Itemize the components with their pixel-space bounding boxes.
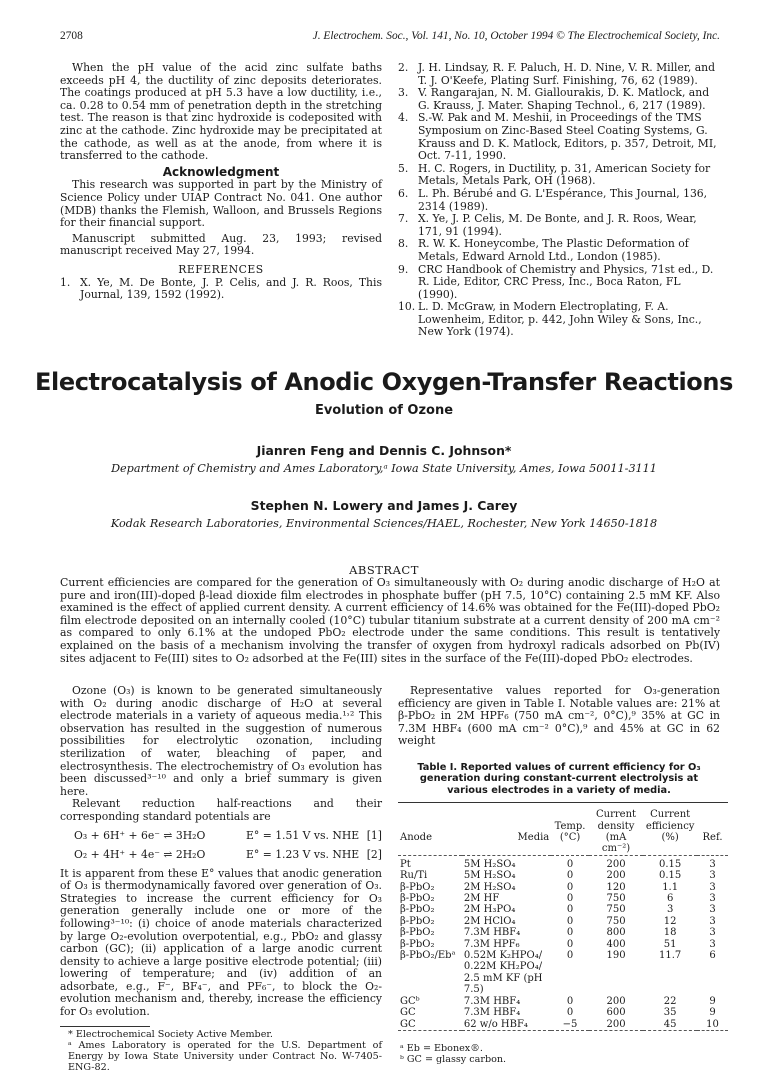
table-cell: 0 bbox=[566, 915, 574, 927]
table-cell: 190 bbox=[606, 950, 626, 962]
footnote-active-member: * Electrochemical Society Active Member. bbox=[68, 1028, 273, 1040]
reference-number: 3. bbox=[398, 86, 409, 100]
abstract-heading: ABSTRACT bbox=[349, 563, 419, 577]
footnotes-left bbox=[60, 1029, 382, 1073]
body-right-paragraph: Representative values reported for O₃-generation efficiency are given in Table I. Notable values are: 21% at β-PbO₂ in 2M HPF₆ (750 mA cm⁻², 0°C),⁹ 35% at GC in 7.3M HBF₄ (600 mA cm⁻² 0°C),⁹ and 45% at GC in 62 weight bbox=[398, 684, 720, 748]
equation-1-reaction: O₃ + 6H⁺ + 6e⁻ ⇌ 3H₂O bbox=[74, 828, 206, 842]
table-cell: GC bbox=[400, 1018, 416, 1030]
table-header-cell bbox=[697, 803, 728, 821]
reference-item bbox=[398, 188, 720, 213]
body-paragraph-3: It is apparent from these E° values that anodic generation of O₃ is thermodynamically favored over generation of O₃. Strategies to increase the current efficiency for O₃ generation generally include one or more of the following³⁻¹⁰: (i) choice of anode materials characterized by large O₂-evolution overpotential, e.g., PbO₂ and glassy carbon (GC); (ii) application of a large anodic current density to achieve a large positive electrode potential; (iii) lowering of temperature; and (iv) addition of an adsorbate, e.g., F⁻, BF₄⁻, and PF₆⁻, to block the O₂-evolution mechanism and, thereby, increase the efficiency for O₃ evolution. bbox=[60, 866, 382, 1019]
references-heading: REFERENCES bbox=[178, 262, 264, 276]
reference-number: 10. bbox=[398, 300, 416, 314]
table-cell: 200 bbox=[589, 855, 643, 870]
table-cell: β-PbO₂ bbox=[400, 915, 435, 927]
table-cell: 3 bbox=[709, 881, 716, 893]
table-header-cell: Temp. bbox=[554, 820, 586, 832]
table-cell: 2M H₂SO₄ bbox=[463, 881, 516, 893]
table-header-cell: (%) bbox=[661, 832, 679, 843]
table-cell: 0 bbox=[566, 995, 574, 1007]
table-cell: β-PbO₂ bbox=[400, 881, 435, 893]
table-cell: Pt bbox=[398, 855, 462, 870]
table-cell: 750 bbox=[606, 915, 626, 927]
table-cell: β-PbO₂ bbox=[400, 904, 435, 916]
table-cell: 400 bbox=[606, 938, 626, 950]
table-cell: 5M H₂SO₄ bbox=[462, 855, 551, 870]
reference-text: X. Ye, J. P. Celis, M. De Bonte, and J. R. Roos, Wear, 171, 91 (1994). bbox=[418, 212, 697, 238]
table-cell: 3 bbox=[709, 870, 716, 882]
affiliation-1: Department of Chemistry and Ames Laboratory,ᵃ Iowa State University, Ames, Iowa 50011-3111 bbox=[111, 462, 657, 475]
reference-text: CRC Handbook of Chemistry and Physics, 71st ed., D. R. Lide, Editor, CRC Press, Inc., Boca Raton, FL (1990). bbox=[418, 262, 714, 301]
table-header-row bbox=[398, 832, 728, 855]
table-row bbox=[398, 1019, 728, 1031]
reference-item bbox=[398, 87, 720, 112]
table-cell: GC bbox=[400, 1007, 416, 1019]
table-header-cell: density bbox=[597, 820, 635, 832]
table-cell: Ru/Ti bbox=[400, 870, 428, 882]
journal-citation: J. Electrochem. Soc., Vol. 141, No. 10, October 1994 © The Electrochemical Society, Inc. bbox=[312, 30, 720, 42]
table-cell: 3 bbox=[709, 893, 716, 905]
table-row bbox=[398, 882, 728, 893]
table-cell: 3 bbox=[709, 915, 716, 927]
table-header-cell bbox=[462, 821, 551, 832]
table-cell: GCᵇ bbox=[400, 995, 420, 1007]
reference-number: 1. bbox=[60, 275, 71, 289]
table-header-cell bbox=[551, 803, 589, 821]
table-cell: 0 bbox=[566, 881, 574, 893]
equation-2-potential: E° = 1.23 V vs. NHE bbox=[246, 847, 360, 861]
table-cell: β-PbO₂ bbox=[400, 927, 435, 939]
reference-item bbox=[398, 301, 720, 339]
affiliation-2: Kodak Research Laboratories, Environmental Sciences/HAEL, Rochester, New York 14650-1818 bbox=[110, 517, 658, 530]
table-bottom-rule bbox=[398, 1030, 728, 1031]
table-cell: 0 bbox=[566, 870, 574, 882]
footnote-divider bbox=[60, 1026, 150, 1027]
table-cell: 120 bbox=[606, 881, 626, 893]
table-header-cell: Ref. bbox=[702, 832, 723, 843]
table-cell: 0.15 bbox=[659, 870, 682, 882]
body-paragraph-1: Ozone (O₃) is known to be generated simultaneously with O₂ during anodic discharge of H₂O at several electrode materials in a variety of aqueous media.¹˒² This observation has resulted in the suggestion of numerous possibilities for electrolytic ozonation, including sterilization of water, bleaching of paper, and electrosynthesis. The electrochemistry of O₃ evolution has been discussed³⁻¹⁰ and only a brief summary is given here. bbox=[60, 684, 382, 798]
reference-item bbox=[398, 62, 720, 87]
reference-text: R. W. K. Honeycombe, The Plastic Deformation of Metals, Edward Arnold Ltd., London (1985). bbox=[418, 237, 689, 263]
table-header-cell: Current bbox=[589, 803, 643, 821]
table-cell: 2M HF bbox=[463, 893, 500, 905]
reference-list-left bbox=[60, 277, 382, 302]
table-cell: 51 bbox=[663, 938, 677, 950]
reference-number: 4. bbox=[398, 111, 409, 125]
equation-2 bbox=[60, 849, 382, 868]
reference-list-right bbox=[398, 62, 720, 339]
reference-number: 5. bbox=[398, 161, 409, 175]
article-title: Electrocatalysis of Anodic Oxygen-Transfer Reactions bbox=[35, 368, 733, 396]
body-left-column bbox=[60, 685, 382, 1073]
table-cell: 7.3M HPF₆ bbox=[463, 938, 520, 950]
prev-article-paragraph: When the pH value of the acid zinc sulfate baths exceeds pH 4, the ductility of zinc deposits deteriorates. The coatings produced at pH 5.3 have a low ductility, i.e., ca. 0.28 to 0.54 mm of penetration depth in the stretching test. The reason is that zinc hydroxide is codeposited with zinc at the cathode. Zinc hydroxide may be precipitated at the cathode, as well as at the anode, from where it is transferred to the cathode. bbox=[60, 61, 382, 163]
table-row bbox=[398, 1007, 728, 1018]
table-row bbox=[398, 996, 728, 1007]
table-row bbox=[398, 855, 728, 870]
reference-number: 6. bbox=[398, 186, 409, 200]
table-header-cell bbox=[398, 803, 462, 821]
table-cell: 0 bbox=[566, 893, 574, 905]
table-cell: 750 bbox=[606, 893, 626, 905]
table-header-cell bbox=[462, 803, 551, 821]
table-cell: 9 bbox=[709, 1007, 716, 1019]
body-paragraph-2: Relevant reduction half-reactions and their corresponding standard potentials are bbox=[60, 797, 382, 823]
page-number: 2708 bbox=[60, 30, 83, 42]
table-cell: β-PbO₂ bbox=[400, 893, 435, 905]
table-row bbox=[398, 904, 728, 915]
equation-2-reaction: O₂ + 4H⁺ + 4e⁻ ⇌ 2H₂O bbox=[74, 847, 206, 861]
abstract-text: Current efficiencies are compared for the generation of O₃ simultaneously with O₂ during anodic discharge of H₂O at pure and iron(III)-doped β-lead dioxide film electrodes in phosphate buffer (pH 7.5, 10°C) containing 2.5 mM KF. Also examined is the effect of applied current density. A current efficiency of 14.6% was obtained for the Fe(III)-doped PbO₂ film electrode deposited on an internally cooled (10°C) tubular titanium substrate at a current density of 200 mA cm⁻² as compared to only 6.1% at the undoped PbO₂ electrode under the same conditions. This result is tentatively explained on the basis of a mechanism involving the transfer of oxygen from hydroxyl radicals adsorbed on Pb(IV) sites adjacent to Fe(III) sites to O₂ adsorbed at the Fe(III) sites in the surface of the Fe(III)-doped PbO₂ electrodes. bbox=[60, 576, 720, 665]
table-cell: 7.3M HBF₄ bbox=[463, 927, 521, 939]
equation-1 bbox=[60, 830, 382, 849]
table-cell: 5M H₂SO₄ bbox=[463, 870, 516, 882]
reference-number: 9. bbox=[398, 262, 409, 276]
table-footnote-a: ᵃ Eb = Ebonex®. bbox=[400, 1042, 483, 1054]
table-cell: 200 bbox=[606, 870, 626, 882]
table-cell: 10 bbox=[706, 1018, 719, 1030]
table-header-cell: efficiency bbox=[645, 820, 695, 832]
reference-text: H. C. Rogers, in Ductility, p. 31, American Society for Metals, Metals Park, OH (1968). bbox=[418, 161, 711, 188]
table-row bbox=[398, 939, 728, 950]
table-cell: 0 bbox=[566, 1007, 574, 1019]
reference-item bbox=[398, 112, 720, 162]
table-cell: 3 bbox=[709, 904, 716, 916]
table-header-cell: Media bbox=[517, 832, 550, 843]
reference-number: 7. bbox=[398, 212, 409, 226]
table-cell: 6 bbox=[666, 893, 674, 905]
body-right-column bbox=[398, 684, 723, 1065]
table-cell: 18 bbox=[663, 927, 677, 939]
prev-article-left-column bbox=[60, 62, 382, 302]
authors-group-2: Stephen N. Lowery and James J. Carey bbox=[250, 498, 518, 513]
table-cell: 7.3M HBF₄ bbox=[463, 995, 521, 1007]
table-cell: 45 bbox=[663, 1018, 677, 1030]
article-subtitle: Evolution of Ozone bbox=[314, 403, 454, 418]
reference-text: J. H. Lindsay, R. F. Paluch, H. D. Nine, V. R. Miller, and T. J. O'Keefe, Plating Surf. Finishing, 76, 62 (1989). bbox=[418, 61, 716, 87]
table-footnotes bbox=[398, 1043, 720, 1065]
table-cell: 9 bbox=[709, 995, 716, 1007]
table-caption: Table I. Reported values of current efficiency for O₃ generation during constant-current electrolysis at various electrodes in a variety of media. bbox=[417, 761, 701, 796]
table-header bbox=[398, 803, 728, 856]
table-cell: 22 bbox=[663, 995, 677, 1007]
table-cell: 0.52M K₂HPO₄/ 0.22M KH₂PO₄/ 2.5 mM KF (pH 7.5) bbox=[463, 950, 543, 996]
table-cell: 12 bbox=[663, 915, 677, 927]
table-cell: −5 bbox=[562, 1018, 578, 1030]
reference-item bbox=[398, 238, 720, 263]
equation-2-number: [2] bbox=[366, 847, 382, 861]
table-cell: 2M H₃PO₄ bbox=[463, 904, 516, 916]
table-cell: 200 bbox=[606, 995, 626, 1007]
table-cell: 750 bbox=[606, 904, 626, 916]
table-cell: 7.3M HBF₄ bbox=[463, 1007, 521, 1019]
table-header-cell: Anode bbox=[400, 832, 433, 843]
table-cell: 35 bbox=[663, 1007, 677, 1019]
table-cell: 0 bbox=[566, 938, 574, 950]
table-cell: 600 bbox=[606, 1007, 626, 1019]
table-cell: 3 bbox=[709, 927, 716, 939]
reference-number: 8. bbox=[398, 237, 409, 251]
equation-1-potential: E° = 1.51 V vs. NHE bbox=[246, 828, 360, 842]
table-row bbox=[398, 916, 728, 927]
table-cell: 3 bbox=[697, 855, 728, 870]
table-cell: 0 bbox=[566, 904, 574, 916]
table-cell: 11.7 bbox=[659, 950, 682, 962]
table-cell: β-PbO₂ bbox=[400, 938, 435, 950]
table-cell: 6 bbox=[709, 950, 716, 962]
table-cell: 3 bbox=[709, 938, 716, 950]
table-footnote-b: ᵇ GC = glassy carbon. bbox=[400, 1053, 507, 1065]
table-row bbox=[398, 927, 728, 938]
table-header-cell: (mA cm⁻²) bbox=[601, 832, 631, 855]
reference-number: 2. bbox=[398, 61, 409, 74]
table-cell: 0 bbox=[551, 855, 589, 870]
manuscript-dates: Manuscript submitted Aug. 23, 1993; revised manuscript received May 27, 1994. bbox=[60, 231, 382, 258]
table-header-cell: Current bbox=[643, 803, 697, 821]
acknowledgment-text: This research was supported in part by the Ministry of Science Policy under UIAP Contract No. 041. One author (MDB) thanks the Flemish, Walloon, and Brussels Regions for their financial support. bbox=[60, 178, 382, 230]
table-row bbox=[398, 893, 728, 904]
table-cell: 2M HClO₄ bbox=[463, 915, 516, 927]
table-header-cell bbox=[697, 821, 728, 832]
table-cell: 0.15 bbox=[643, 855, 697, 870]
reference-text: L. D. McGraw, in Modern Electroplating, F. A. Lowenheim, Editor, p. 442, John Wiley & Sons, Inc., New York (1974). bbox=[418, 300, 702, 339]
reference-item bbox=[398, 213, 720, 238]
table-body bbox=[398, 855, 728, 1031]
table-cell: β-PbO₂/Ebᵃ bbox=[400, 950, 456, 962]
table-header-row bbox=[398, 803, 728, 821]
reference-text: V. Rangarajan, N. M. Giallourakis, D. K. Matlock, and G. Krauss, J. Mater. Shaping Technol., 6, 217 (1989). bbox=[418, 86, 710, 112]
table-cell: 800 bbox=[606, 927, 626, 939]
acknowledgment-heading: Acknowledgment bbox=[162, 164, 280, 179]
reference-text: X. Ye, M. De Bonte, J. P. Celis, and J. R. Roos, This Journal, 139, 1592 (1992). bbox=[80, 275, 382, 302]
table-header-cell: (°C) bbox=[559, 832, 581, 843]
table-cell: 1.1 bbox=[662, 881, 679, 893]
reference-item bbox=[398, 264, 720, 302]
authors-group-1: Jianren Feng and Dennis C. Johnson* bbox=[256, 443, 512, 458]
reference-item bbox=[398, 163, 720, 188]
data-table bbox=[398, 802, 728, 1031]
table-row bbox=[398, 950, 728, 996]
table-header-cell bbox=[398, 821, 462, 832]
table-bottom-rule-cell bbox=[398, 1030, 728, 1031]
reference-item bbox=[60, 277, 382, 302]
table-header-row bbox=[398, 821, 728, 832]
table-cell: 3 bbox=[666, 904, 674, 916]
table-row bbox=[398, 870, 728, 881]
reference-text: L. Ph. Bérubé and G. L'Espérance, This Journal, 136, 2314 (1989). bbox=[418, 186, 708, 213]
footnote-ames-lab: ᵃ Ames Laboratory is operated for the U.S. Department of Energy by Iowa State University under Contract No. W-7405-ENG-82. bbox=[68, 1039, 382, 1073]
table-cell: 200 bbox=[606, 1018, 626, 1030]
table-cell: 62 w/o HBF₄ bbox=[463, 1018, 528, 1030]
reference-text: S.-W. Pak and M. Meshii, in Proceedings of the TMS Symposium on Zinc-Based Steel Coating Systems, G. Krauss and D. K. Matlock, Editors, p. 357, Detroit, MI, Oct. 7-11, 1990. bbox=[418, 111, 717, 163]
table-cell: 0 bbox=[566, 927, 574, 939]
table-cell: 0 bbox=[566, 950, 574, 962]
equation-1-number: [1] bbox=[366, 828, 382, 842]
